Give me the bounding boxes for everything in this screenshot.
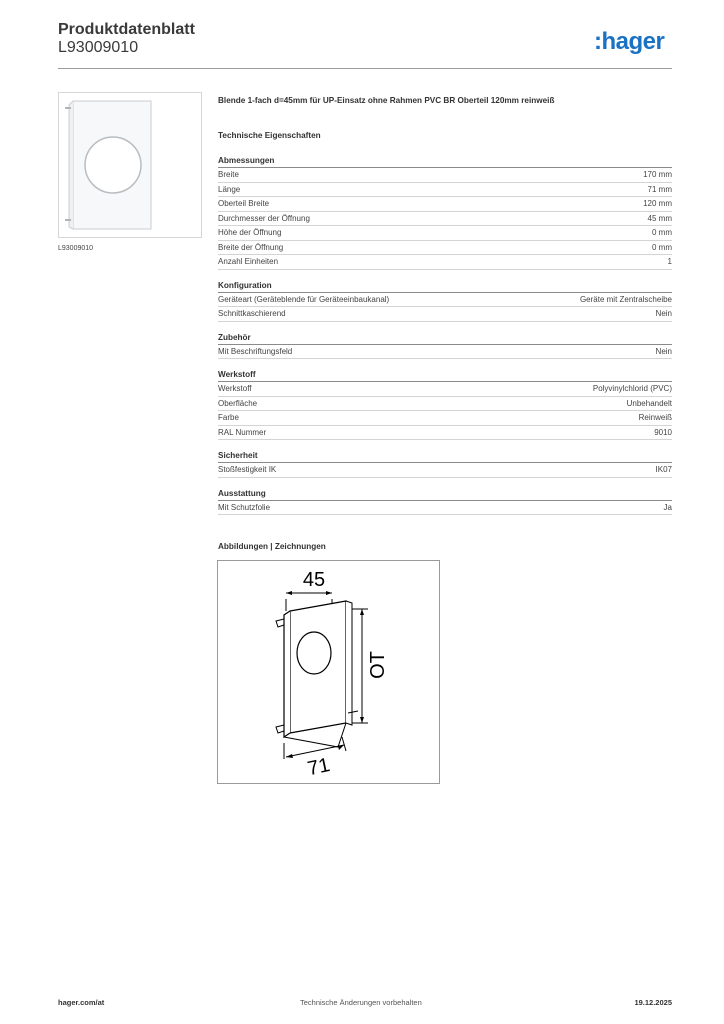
spec-label: Länge — [218, 184, 241, 194]
spec-label: Durchmesser der Öffnung — [218, 213, 310, 223]
spec-label: Farbe — [218, 413, 239, 422]
group-spacer — [218, 478, 672, 488]
spec-value: Nein — [655, 346, 672, 356]
spec-group-title: Werkstoff — [218, 369, 672, 382]
spec-row — [218, 463, 672, 478]
spec-row — [218, 255, 672, 270]
spec-label: Mit Beschriftungsfeld — [218, 346, 293, 356]
spec-label: Anzahl Einheiten — [218, 257, 279, 266]
spec-value: 120 mm — [643, 199, 672, 208]
footer-date: 19.12.2025 — [634, 998, 672, 1007]
spec-label: Stoßfestigkeit IK — [218, 465, 277, 474]
spec-row — [218, 168, 672, 183]
specs-heading: Technische Eigenschaften — [218, 131, 321, 140]
spec-value: 0 mm — [652, 228, 672, 237]
spec-row — [218, 212, 672, 227]
spec-label: Breite der Öffnung — [218, 242, 284, 252]
spec-group-title: Abmessungen — [218, 155, 672, 168]
product-code: L93009010 — [58, 39, 139, 56]
document-title: Produktdatenblatt — [58, 21, 195, 38]
spec-label: Oberfläche — [218, 398, 258, 408]
spec-value: 71 mm — [647, 184, 672, 194]
product-thumbnail — [58, 92, 202, 238]
dimension-label-71: 71 — [305, 754, 332, 781]
specs-table — [218, 155, 672, 515]
group-spacer — [218, 270, 672, 280]
spec-value: 9010 — [654, 427, 672, 437]
spec-label: Werkstoff — [218, 384, 252, 393]
spec-row — [218, 183, 672, 198]
spec-value: 1 — [667, 257, 672, 266]
spec-value: Unbehandelt — [626, 398, 672, 408]
technical-drawing — [217, 560, 440, 784]
spec-row — [218, 345, 672, 360]
spec-value: Polyvinylchlorid (PVC) — [592, 384, 672, 393]
group-spacer — [218, 359, 672, 369]
spec-label: Geräteart (Geräteblende für Geräteeinbaukanal) — [218, 294, 390, 304]
spec-label: Höhe der Öffnung — [218, 228, 282, 237]
spec-value: Geräte mit Zentralscheibe — [579, 294, 672, 304]
spec-row — [218, 293, 672, 308]
spec-row — [218, 226, 672, 241]
group-spacer — [218, 440, 672, 450]
spec-value: IK07 — [655, 465, 672, 474]
thumbnail-caption: L93009010 — [58, 245, 94, 252]
spec-value: Nein — [655, 309, 672, 318]
dimension-label-45: 45 — [302, 569, 326, 591]
dimension-drawing — [218, 561, 439, 783]
hager-logo: :hager — [594, 28, 665, 55]
spec-group-title: Sicherheit — [218, 450, 672, 463]
spec-row — [218, 382, 672, 397]
spec-label: Oberteil Breite — [218, 199, 270, 208]
spec-value: 170 mm — [643, 170, 672, 179]
spec-label: Mit Schutzfolie — [218, 502, 271, 512]
spec-group-title: Ausstattung — [218, 488, 672, 501]
header-divider — [58, 68, 672, 69]
spec-value: 45 mm — [647, 213, 672, 223]
spec-value: Reinweiß — [638, 413, 672, 422]
spec-row — [218, 241, 672, 256]
dimension-label-ot: OT — [367, 651, 389, 679]
spec-group-title: Konfiguration — [218, 280, 672, 293]
cover-plate-image — [59, 93, 201, 237]
spec-row — [218, 411, 672, 426]
drawings-heading: Abbildungen | Zeichnungen — [218, 542, 326, 551]
footer-website: hager.com/at — [58, 998, 105, 1007]
spec-group-title: Zubehör — [218, 332, 672, 345]
product-description: Blende 1-fach d=45mm für UP-Einsatz ohne Rahmen PVC BR Oberteil 120mm reinweiß — [218, 96, 555, 105]
footer-disclaimer: Technische Änderungen vorbehalten — [300, 998, 422, 1007]
spec-label: RAL Nummer — [218, 427, 267, 437]
spec-row — [218, 197, 672, 212]
spec-value: Ja — [663, 502, 672, 512]
spec-value: 0 mm — [652, 242, 672, 252]
group-spacer — [218, 322, 672, 332]
spec-row — [218, 397, 672, 412]
spec-label: Schnittkaschierend — [218, 309, 286, 318]
spec-row — [218, 307, 672, 322]
spec-row — [218, 501, 672, 516]
spec-label: Breite — [218, 170, 239, 179]
spec-row — [218, 426, 672, 441]
